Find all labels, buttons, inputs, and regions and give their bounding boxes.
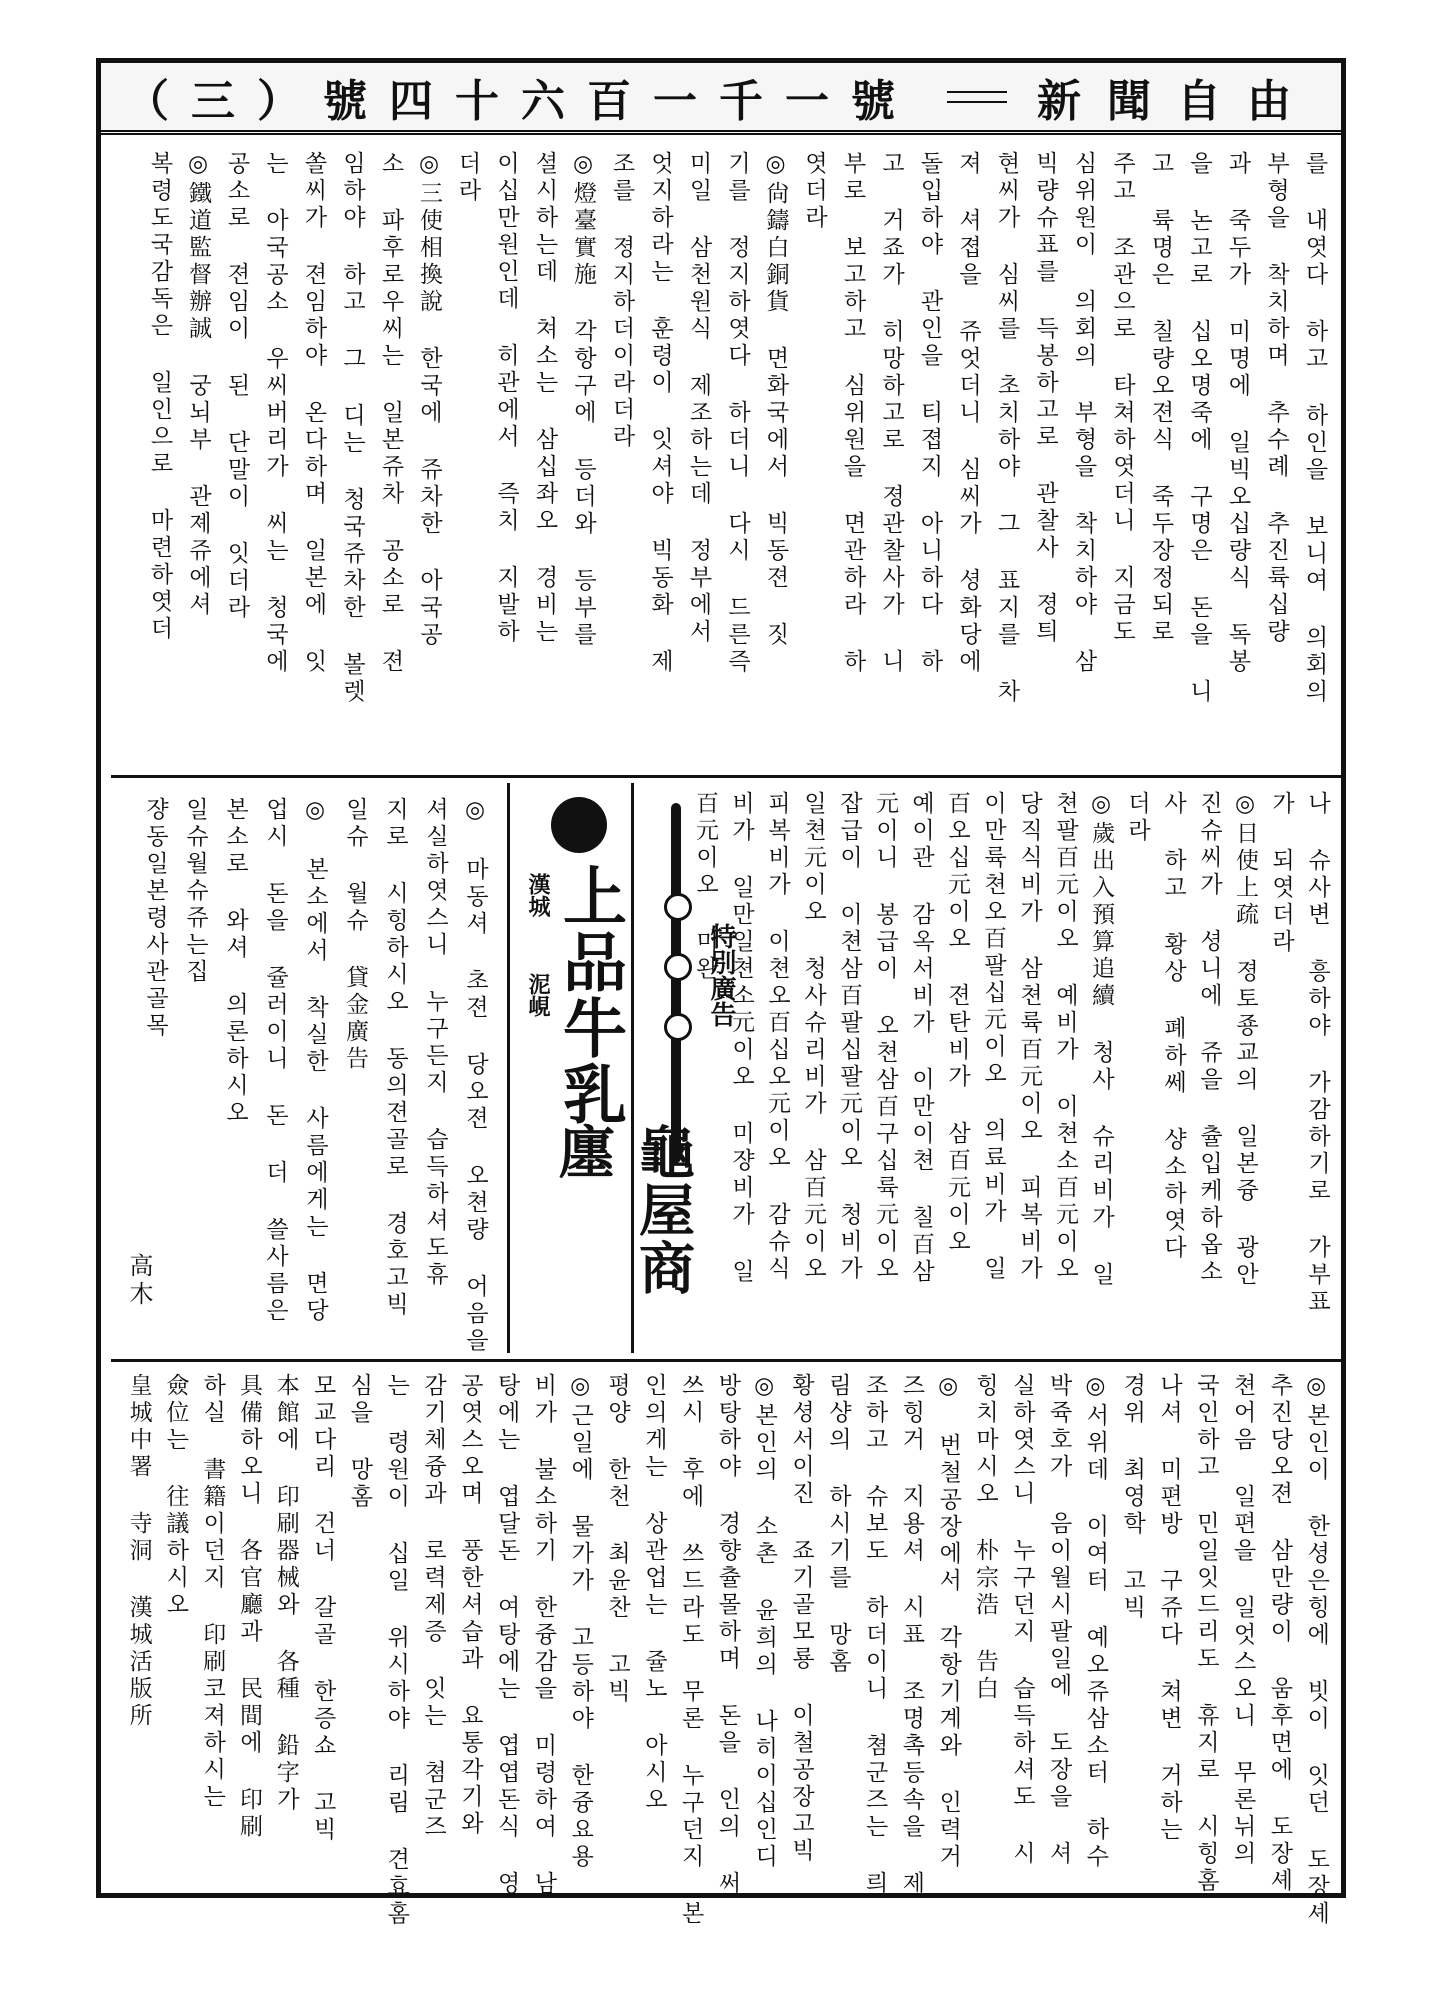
text-column: 本館에 印刷器械와 各種 鉛字가 bbox=[272, 1373, 299, 1814]
text-column: 임하야 하고 그 디는 청국쥬차한 볼렛 bbox=[339, 151, 365, 706]
text-column: 고 거죠가 히망하고로 졍관찰사가 니 bbox=[878, 151, 904, 676]
text-column: 소 파후로우씨는 일본쥬차 공소로 젼 bbox=[377, 151, 404, 676]
text-column: 하실 書籍이던지 印刷코져하시는 bbox=[199, 1373, 226, 1811]
text-column: ◎鐵道監督辦誠 궁뇌부 관졔쥬에셔 bbox=[185, 151, 211, 619]
ornament-knob bbox=[664, 893, 692, 921]
newspaper-title: 新聞自由 bbox=[1037, 75, 1317, 127]
text-column: 과 죽두가 미명에 일빅오십량식 독봉 bbox=[1224, 151, 1251, 676]
notices-section bbox=[111, 1367, 1341, 1928]
text-column: ◎三使相換說 한국에 쥬차한 아국공 bbox=[416, 151, 442, 649]
text-column: ◎ 번철공장에서 각항기계와 인력거 bbox=[935, 1373, 962, 1871]
text-column: 쳔팔百元이오 예비가 이쳔소百元이오 bbox=[1052, 791, 1078, 1283]
text-column: 를 내엿다 하고 하인을 보니여 의회의 bbox=[1301, 151, 1328, 706]
text-column: ◎본인이 한셩은힝에 빗이 잇던 도장셰 bbox=[1303, 1373, 1330, 1928]
ad-shop-name: 龜屋商廛 bbox=[550, 1123, 696, 1297]
text-column: 쟝동일본령사관골목 bbox=[142, 797, 168, 1040]
text-column: 미일 삼천원식 제조하는데 정부에서 bbox=[685, 151, 712, 646]
text-column: 평양 한천 최윤찬 고빅 bbox=[604, 1373, 630, 1706]
text-column: 돌입하야 관인을 티졉지 아니하다 하 bbox=[916, 151, 943, 676]
text-column: 지로 시힝하시오 동의젼골로 경호고빅 bbox=[382, 797, 408, 1319]
text-column: 쏠씨가 젼임하야 온다하며 일본에 잇 bbox=[300, 151, 327, 676]
text-column: 더라 bbox=[1124, 791, 1150, 845]
text-column: 皇城中署 寺洞 漢城活版所 bbox=[125, 1373, 152, 1730]
text-column: ◎日使上疏 졍토죵교의 일본즁 광안 bbox=[1232, 791, 1258, 1289]
ornament-bar bbox=[671, 803, 681, 1163]
text-column: 힝치마시오 朴宗浩 告白 bbox=[972, 1373, 998, 1703]
text-column: 부로 보고하고 심위원을 면관하라 하 bbox=[839, 151, 866, 676]
text-column: 셜시하는데 쳐소는 삼십좌오 경비는 bbox=[531, 151, 558, 646]
text-column: 복령도국감독은 일인으로 마련하엿더 bbox=[146, 151, 173, 643]
text-column: ◎서위데 이여터 예오쥬삼소터 하수 bbox=[1082, 1373, 1109, 1871]
text-column: 경위 최영학 고빅 bbox=[1119, 1373, 1146, 1622]
text-column: 예이관 감옥서비가 이만이쳔 칠百삼 bbox=[908, 791, 934, 1286]
text-column: 엿더라 bbox=[801, 151, 827, 232]
text-column: 황셩서이진 죠기골모룡 이철공장고빅 bbox=[788, 1373, 814, 1865]
text-column: 국인하고 민일잇드리도 휴지로 시힝홈 bbox=[1192, 1373, 1219, 1895]
text-column: 고 륙명은 칠량오젼식 죽두장정되로 bbox=[1147, 151, 1174, 646]
text-column: 방탕하야 경향츌몰하며 돈을 인의 써 bbox=[714, 1373, 741, 1898]
text-column: 빅량슈표를 득봉하고로 관찰사 졍틔 bbox=[1032, 151, 1058, 646]
text-column: 쓰시 후에 쓰드라도 무론 누구던지 본 bbox=[677, 1373, 704, 1928]
section-divider-top bbox=[111, 775, 1341, 778]
text-column: 져 셔졉을 쥬엇더니 심씨가 셩화당에 bbox=[955, 151, 981, 676]
section-divider-bottom bbox=[111, 1359, 1341, 1362]
text-column: 쳔어음 일편을 일엇스오니 무론뉘의 bbox=[1229, 1373, 1256, 1868]
text-column: 당직식비가 삼쳔륙百元이오 피복비가 bbox=[1016, 791, 1042, 1283]
text-column: 조를 졍지하더이라더라 bbox=[608, 151, 635, 451]
text-column: 실하엿스니 누구던지 습득하셔도 시 bbox=[1008, 1373, 1035, 1868]
text-column: 현씨가 심씨를 초치하야 그 표지를 차 bbox=[993, 151, 1020, 706]
text-column: 이만륙쳔오百팔십元이오 의료비가 일 bbox=[980, 791, 1006, 1283]
text-column: ◎본인의 소촌 윤희의 나히이십인디 bbox=[751, 1373, 778, 1871]
loan-ad-signature: 高木 bbox=[125, 1253, 153, 1309]
text-column: 조하고 슈보도 하더이니 쳠군즈는 릐 bbox=[861, 1373, 888, 1898]
text-column: 탕에는 엽달돈 여탕에는 엽엽돈식 영 bbox=[493, 1373, 520, 1898]
column-divider bbox=[507, 783, 510, 1353]
text-column: 元이니 봉급이 오쳔삼百구십륙元이오 bbox=[872, 791, 898, 1283]
text-column: 감기체즁과 로력제증 잇는 쳠군즈 bbox=[420, 1373, 446, 1841]
ornament-knob bbox=[664, 953, 692, 981]
text-column: 피복비가 이쳔오百십오元이오 감슈식 bbox=[764, 791, 790, 1283]
text-column: 일쳔元이오 청사슈리비가 삼百元이오 bbox=[800, 791, 826, 1283]
text-column: 는 령원이 십일 위시하야 리림 견효홈 bbox=[383, 1373, 410, 1928]
text-column: ◎歲出入預算追續 청사 슈리비가 일 bbox=[1088, 791, 1114, 1289]
top-news-section bbox=[111, 145, 1341, 770]
text-column: ◎ 본소에서 착실한 사름에게는 면당 bbox=[302, 797, 328, 1325]
text-column: 비가 불소하기 한즁감을 미령하여 남 bbox=[530, 1373, 557, 1898]
text-column: 본소로 와셔 의론하시오 bbox=[222, 797, 248, 1127]
text-column: 인의게는 상관업는 쥴노 아시오 bbox=[640, 1373, 667, 1814]
ad-bullet-icon bbox=[551, 797, 607, 853]
text-column: 심위원이 의회의 부형을 착치하야 삼 bbox=[1070, 151, 1097, 676]
issue-number-left: （三） bbox=[125, 75, 323, 127]
text-column: 具備하오니 各官廳과 民間에 印刷 bbox=[236, 1373, 262, 1841]
text-column: 진슈씨가 셩니에 쥬을 츌입케하옵소 bbox=[1196, 791, 1222, 1286]
newspaper-page bbox=[96, 58, 1346, 1928]
text-column: 이십만원인데 히관에서 즉치 지발하 bbox=[493, 151, 519, 646]
ornament-knob bbox=[664, 1013, 692, 1041]
text-column: 비가 일만일쳔소元이오 미쟝비가 일 bbox=[728, 791, 754, 1286]
text-column: 百오십元이오 젼탄비가 삼百元이오 bbox=[944, 791, 970, 1256]
text-column: ◎尙鑄白銅貨 면화국에서 빅동젼 짓 bbox=[762, 151, 789, 649]
text-column: 僉位는 往議하시오 bbox=[162, 1373, 189, 1619]
text-column: ◎ 마동셔 초젼 당오젼 오쳔량 어음을 bbox=[462, 797, 488, 1355]
text-column: 엇지하라는 훈령이 잇셔야 빅동화 제 bbox=[647, 151, 673, 676]
ad-location-1: 漢城 bbox=[525, 873, 551, 917]
text-column: 모교다리 건너 갈골 한증쇼 고빅 bbox=[309, 1373, 336, 1844]
text-column: 는 아국공소 우씨버리가 씨는 청국에 bbox=[262, 151, 288, 676]
text-column: 을 논고로 십오명죽에 구명은 돈을 니 bbox=[1186, 151, 1212, 706]
text-column: 업시 돈을 쥴러이니 돈 더 쓸사름은 bbox=[262, 797, 288, 1325]
issue-number: 號四十六百一千一號 bbox=[323, 75, 917, 127]
ad-location-2: 泥峴 bbox=[525, 973, 551, 1017]
text-column: 일슈월슈쥬는집 bbox=[182, 797, 208, 986]
text-column: ◎燈臺實施 각항구에 등더와 등부를 bbox=[570, 151, 596, 649]
text-column: 림샹의 하시기를 망홈 bbox=[824, 1373, 851, 1676]
text-column: 공소로 젼임이 된 단말이 잇더라 bbox=[223, 151, 250, 622]
masthead bbox=[101, 63, 1341, 135]
masthead-rule bbox=[947, 91, 1007, 103]
text-column: 추진당오젼 삼만량이 움후면에 도장셰 bbox=[1266, 1373, 1293, 1895]
text-column: ◎근일에 물가가 고등하야 한즁요용 bbox=[567, 1373, 594, 1871]
text-column: 나셔 미편방 구쥬다 쳐변 거하는 bbox=[1156, 1373, 1182, 1844]
ad-title: 上品牛乳 bbox=[552, 863, 627, 1127]
text-column: 셔실하엿스니 누구든지 습득하셔도휴 bbox=[422, 797, 448, 1289]
text-column: 사 하고 황상 폐하쎄 샹소하엿다 bbox=[1160, 791, 1186, 1262]
text-column: 즈힝거 지용셔 시표 조명촉등속을 제 bbox=[898, 1373, 925, 1898]
text-column: 박쥭호가 음이월시팔일에 도장을 셔 bbox=[1045, 1373, 1072, 1868]
text-column: 가 되엿더라 bbox=[1268, 791, 1294, 956]
text-column: 百元이오 미완 bbox=[692, 791, 718, 983]
text-column: 기를 정지하엿다 하더니 다시 드른즉 bbox=[724, 151, 750, 676]
text-column: 부형을 착치하며 추수례 추진륙십량 bbox=[1263, 151, 1289, 646]
text-column: 더라 bbox=[454, 151, 481, 205]
text-column: 나 슈사변 흥하야 가감하기로 가부표 bbox=[1304, 791, 1330, 1316]
text-column: 주고 조관으로 타쳐하엿더니 지금도 bbox=[1109, 151, 1135, 646]
text-column: 공엿스오며 풍한셔습과 요통각기와 bbox=[456, 1373, 483, 1838]
text-column: 잡급이 이쳔삼百팔십팔元이오 청비가 bbox=[836, 791, 862, 1283]
special-notice-label: 特別廣告 bbox=[706, 923, 736, 1027]
text-column: 일슈 월슈 貸金廣告 bbox=[342, 797, 368, 1073]
text-column: 심을 망홈 bbox=[346, 1373, 373, 1511]
middle-section bbox=[111, 783, 1341, 1353]
